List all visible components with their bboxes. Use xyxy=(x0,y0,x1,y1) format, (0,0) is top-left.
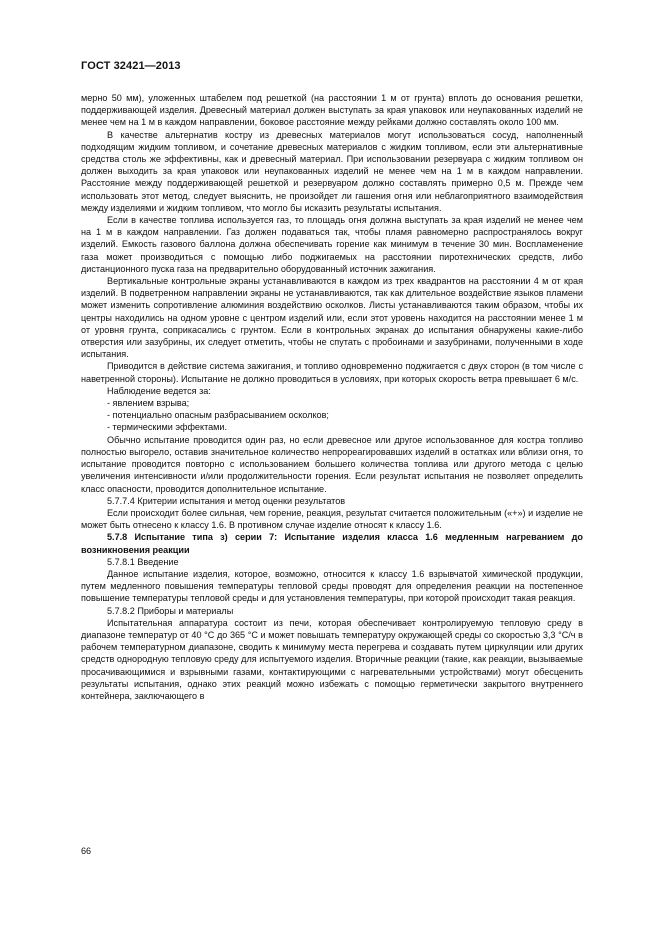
paragraph: Вертикальные контрольные экраны устанавливаются в каждом из трех квадрантов на расстоянии 4 м от края изделий. В подветренном направлении экраны не устанавливаются, так как длительное воздействие языков пламени может изменить сопротивление алюминия воздействию осколков. Листы устанавливаются таким образом, чтобы их центры находились на одном уровне с центром изделий или, если этот уровень находится на расстоянии менее 1 м от уровня грунта, соприкасались с грунтом. Если в контрольных экранах до испытания обнаружены какие-либо отверстия или зазубрины, их следует отметить, чтобы не спутать с пробоинами и зазубринами, полученными в ходе испытания. xyxy=(81,276,583,360)
list-item: - явлением взрыва; xyxy=(107,398,190,409)
section-heading-bold: 5.7.8 Испытание типа з) серии 7: Испытание изделия класса 1.6 медленным нагреванием до возникновения реакции xyxy=(81,532,583,555)
paragraph: Если происходит более сильная, чем горение, реакция, результат считается положительным («+») и изделие не может быть отнесено к классу 1.6. В противном случае изделие относят к классу 1.6. xyxy=(81,507,583,531)
paragraph: Наблюдение ведется за: xyxy=(107,385,211,396)
section-heading: 5.7.7.4 Критерии испытания и метод оценки результатов xyxy=(107,495,346,506)
paragraph: мерно 50 мм), уложенных штабелем под решеткой (на расстоянии 1 м от грунта) вплоть до основания решетки, поддерживающей изделия. Древесный материал должен выступать за края упаковок или неупакованных изделий не менее чем на 1 м в каждом направлении, боковое расстояние между рейками должно составлять около 100 мм. xyxy=(81,93,583,128)
paragraph: Обычно испытание проводится один раз, но если древесное или другое использованное для костра топливо полностью выгорело, оставив значительное количество непрореагировавших изделий в остатках или вблизи огня, то испытание проводится повторно с использованием большего количества топлива или другого метода с целью увеличения интенсивности и/или продолжительности горения. Если результат испытания не позволяет определить класс опасности, проводится дополнительное испытание. xyxy=(81,434,583,494)
paragraph: Испытательная аппаратура состоит из печи, которая обеспечивает контролируемую тепловую среду в диапазоне температур от 40 °С до 365 °С и может повышать температуру окружающей среды со скоростью 3,3 °С/ч в рабочем температурном диапазоне, сводить к минимуму места перегрева и создавать путем циркуляции или других средств однородную тепловую среду для испытуемого изделия. Вторичные реакции (такие, как реакции, вызываемые просачивающимися и взрывными газами, контактирующими с нагревательными устройствами) могут обесценить результаты испытания, однако этих реакций можно избежать с помощью герметически закрытого внутреннего контейнера, заключающего в xyxy=(81,617,583,701)
section-heading: 5.7.8.2 Приборы и материалы xyxy=(107,605,234,616)
document-header: ГОСТ 32421—2013 xyxy=(81,60,181,72)
section-heading: 5.7.8.1 Введение xyxy=(107,556,179,567)
document-body xyxy=(81,92,583,702)
list-item: - потенциально опасным разбрасыванием осколков; xyxy=(107,410,329,421)
list-item: - термическими эффектами. xyxy=(107,422,228,433)
paragraph: Если в качестве топлива используется газ, то площадь огня должна выступать за края изделий не менее чем на 1 м в каждом направлении. Газ должен подаваться так, чтобы пламя равномерно распространялось вокруг изделий. Емкость газового баллона должна обеспечивать горение как минимум в течение 30 мин. Воспламенение газа может производиться с помощью либо поджигаемых на расстоянии пиротехнических средств, либо дистанционного пуска газа на предварительно оборудованный источник зажигания. xyxy=(81,215,583,274)
paragraph: Данное испытание изделия, которое, возможно, относится к классу 1.6 взрывчатой химической продукции, путем медленного повышения температуры тепловой среды проводят для определения реакции на постепенное повышение температуры тепловой среды и для установления температуры, при которой происходит такая реакция. xyxy=(81,568,583,604)
page-number: 66 xyxy=(81,846,92,856)
paragraph: Приводится в действие система зажигания, и топливо одновременно поджигается с двух сторон (в том числе с наветренной стороны). Испытание не должно проводиться в условиях, при которых скорость ветра превышает 6 м/с. xyxy=(81,361,583,384)
paragraph: В качестве альтернатив костру из древесных материалов могут использоваться сосуд, наполненный подходящим жидким топливом, и сочетание древесных материалов с жидким топливом, если эти альтернативные средства столь же эффективны, как и древесный материал. При использовании резервуара с жидким топливом он должен выходить за края упаковок или неупакованных изделий не менее чем на 1 м в каждом направлении. Расстояние между поддерживающей решеткой и резервуаром должно составлять примерно 0,5 м. Прежде чем использовать этот метод, следует выяснить, не произойдет ли гашения огня или неблагоприятного взаимодействия между изделиями и жидким топливом, что могло бы исказить результаты испытания. xyxy=(81,129,583,213)
